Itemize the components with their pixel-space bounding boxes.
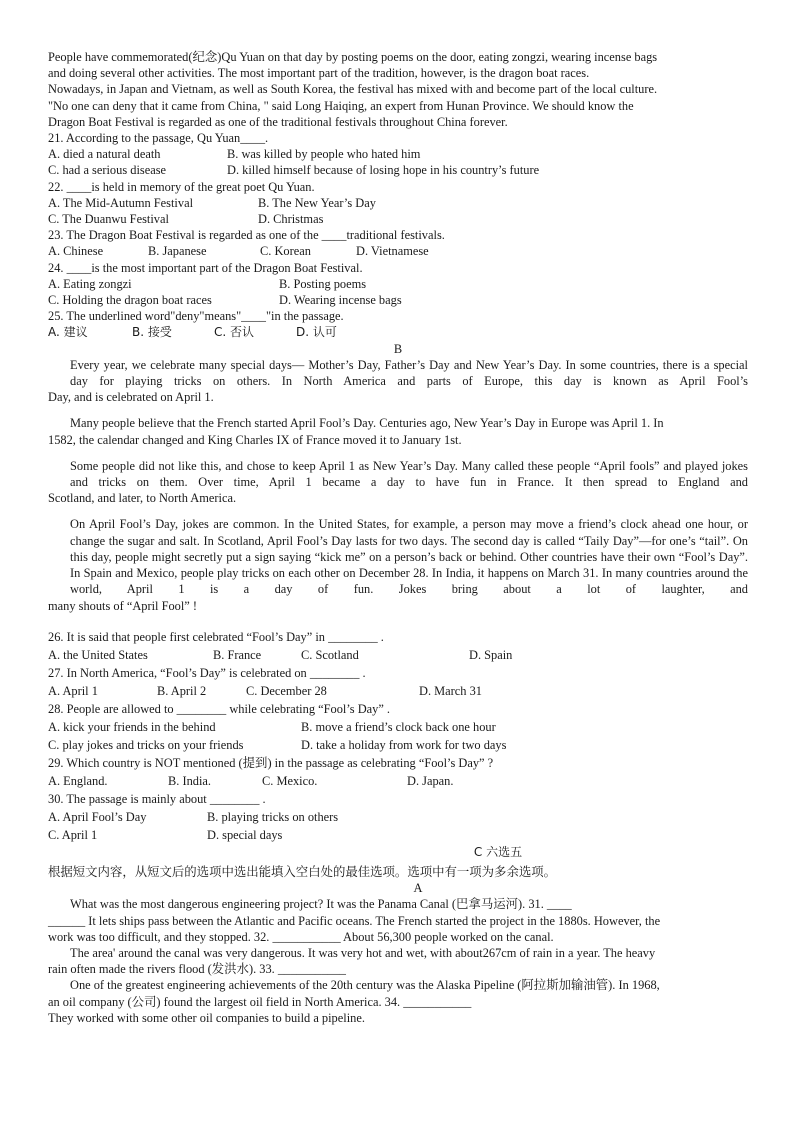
option-a: A. died a natural death bbox=[48, 147, 161, 162]
option-b: B. 接受 bbox=[132, 325, 172, 340]
option-b: B. April 2 bbox=[157, 683, 207, 698]
question-stem: 23. The Dragon Boat Festival is regarded as one of the ____traditional festivals. bbox=[48, 228, 445, 243]
question-stem: 25. The underlined word"deny"means"____"in the passage. bbox=[48, 309, 344, 324]
option-b: B. France bbox=[213, 647, 262, 662]
passage-paragraph-end: many shouts of “April Fool” ! bbox=[48, 598, 198, 613]
passage-paragraph-end: 1582, the calendar changed and King Charles IX of France moved it to January 1st. bbox=[48, 432, 462, 447]
option-a: A. April Fool’s Day bbox=[48, 809, 147, 824]
question-stem: 27. In North America, “Fool’s Day” is celebrated on ________ . bbox=[48, 665, 366, 680]
question-22 bbox=[48, 179, 748, 228]
option-c: C. 否认 bbox=[214, 325, 255, 340]
question-28 bbox=[48, 700, 748, 754]
passage-paragraph: Every year, we celebrate many special days— Mother’s Day, Father’s Day and New Year’s Day. In some countries, there is a special day for playing tricks on others. In North America and parts of Europe, this day is known as April Fool’s bbox=[70, 357, 748, 389]
option-a: A. April 1 bbox=[48, 683, 98, 698]
option-b: B. Japanese bbox=[148, 244, 207, 259]
option-c: C. December 28 bbox=[246, 683, 327, 698]
passage-line: They worked with some other oil companies to build a pipeline. bbox=[48, 1010, 365, 1025]
option-c: C. Mexico. bbox=[262, 773, 318, 788]
question-stem: 29. Which country is NOT mentioned (提到) in the passage as celebrating “Fool’s Day” ? bbox=[48, 755, 494, 770]
option-c: C. play jokes and tricks on your friends bbox=[48, 737, 244, 752]
question-27 bbox=[48, 664, 748, 700]
passage-line: an oil company (公司) found the largest oil field in North America. 34. ___________ bbox=[48, 994, 472, 1009]
question-21 bbox=[48, 130, 748, 179]
option-b: B. Posting poems bbox=[279, 276, 367, 291]
passage-line: "No one can deny that it came from China, " said Long Haiqing, an expert from Hunan Province. We should know the bbox=[48, 98, 634, 113]
option-b: B. playing tricks on others bbox=[207, 809, 339, 824]
option-d: D. Spain bbox=[469, 647, 513, 662]
question-26 bbox=[48, 628, 748, 664]
question-29 bbox=[48, 754, 748, 790]
passage-line: rain often made the rivers flood (发洪水). 33. ___________ bbox=[48, 962, 346, 977]
question-stem: 22. ____is held in memory of the great poet Qu Yuan. bbox=[48, 179, 315, 194]
option-d: D. 认可 bbox=[296, 325, 337, 340]
option-d: D. Wearing incense bags bbox=[279, 293, 402, 308]
option-d: D. Vietnamese bbox=[356, 244, 429, 259]
option-b: B. was killed by people who hated him bbox=[227, 147, 421, 162]
option-c: C. had a serious disease bbox=[48, 163, 167, 178]
option-b: B. The New Year’s Day bbox=[258, 195, 376, 210]
passage-line: Nowadays, in Japan and Vietnam, as well as South Korea, the festival has mixed with and become part of the local culture. bbox=[48, 82, 658, 97]
option-a: A. 建议 bbox=[48, 325, 88, 340]
option-a: A. The Mid-Autumn Festival bbox=[48, 195, 194, 210]
question-stem: 26. It is said that people first celebrated “Fool’s Day” in ________ . bbox=[48, 629, 384, 644]
option-a: A. England. bbox=[48, 773, 108, 788]
question-stem: 30. The passage is mainly about ________ . bbox=[48, 791, 266, 806]
question-25 bbox=[48, 308, 748, 340]
passage-paragraph: Many people believe that the French started April Fool’s Day. Centuries ago, New Year’s Day in Europe was April 1. In bbox=[70, 416, 664, 431]
option-a: A. Eating zongzi bbox=[48, 276, 132, 291]
passage-line: Dragon Boat Festival is regarded as one of the traditional festivals throughout China forever. bbox=[48, 114, 508, 129]
section-instruction: 根据短文内容，从短文后的选项中选出能填入空白处的最佳选项。选项中有一项为多余选项。 bbox=[48, 863, 557, 879]
option-c: C. The Duanwu Festival bbox=[48, 212, 169, 227]
passage-line: The area' around the canal was very dangerous. It was very hot and wet, with about267cm of rain in a year. The heavy bbox=[70, 945, 656, 960]
option-b: B. move a friend’s clock back one hour bbox=[301, 719, 496, 734]
option-d: D. special days bbox=[207, 827, 283, 842]
passage-paragraph-end: Day, and is celebrated on April 1. bbox=[48, 390, 214, 405]
section-heading-c: C 六选五 bbox=[473, 844, 523, 859]
passage-line: and doing several other activities. The most important part of the tradition, however, is the dragon boat races. bbox=[48, 66, 590, 81]
passage-line: One of the greatest engineering achievements of the 20th century was the Alaska Pipeline (阿拉斯加输油管). In 1968, bbox=[70, 978, 660, 993]
option-a: A. Chinese bbox=[48, 244, 104, 259]
option-a: A. kick your friends in the behind bbox=[48, 719, 216, 734]
question-stem: 28. People are allowed to ________ while celebrating “Fool’s Day” . bbox=[48, 701, 391, 716]
passage-line: What was the most dangerous engineering project? It was the Panama Canal (巴拿马运河). 31. ____ bbox=[70, 897, 572, 912]
question-stem: 24. ____is the most important part of the Dragon Boat Festival. bbox=[48, 260, 363, 275]
passage-line: work was too difficult, and they stopped. 32. ___________ About 56,300 people worked on the canal. bbox=[48, 929, 554, 944]
question-23 bbox=[48, 227, 748, 259]
sub-heading-a: A bbox=[413, 881, 423, 896]
question-stem: 21. According to the passage, Qu Yuan____. bbox=[48, 131, 269, 146]
passage-paragraph: Some people did not like this, and chose to keep April 1 as New Year’s Day. Many called these people “April fools” and played jokes and tricks on them. Over time, April 1 became a day to have fun in France. It then spread to England and bbox=[70, 458, 748, 490]
passage-paragraph-end: Scotland, and later, to North America. bbox=[48, 491, 237, 506]
option-c: C. Scotland bbox=[301, 647, 359, 662]
option-a: A. the United States bbox=[48, 647, 148, 662]
worksheet-page bbox=[48, 49, 748, 1026]
passage-line: ______ It lets ships pass between the Atlantic and Pacific oceans. The French started the project in the 1880s. However, the bbox=[48, 913, 661, 928]
part-a-passage-end bbox=[48, 49, 748, 130]
option-c: C. April 1 bbox=[48, 827, 98, 842]
question-24 bbox=[48, 260, 748, 309]
section-heading-b: B bbox=[393, 341, 403, 356]
option-d: D. Japan. bbox=[407, 773, 454, 788]
option-d: D. killed himself because of losing hope in his country’s future bbox=[227, 163, 540, 178]
option-d: D. take a holiday from work for two days bbox=[301, 737, 507, 752]
option-c: C. Holding the dragon boat races bbox=[48, 293, 212, 308]
question-30 bbox=[48, 790, 748, 844]
passage-line: People have commemorated(纪念)Qu Yuan on that day by posting poems on the door, eating zongzi, wearing incense bags bbox=[48, 50, 658, 64]
option-b: B. India. bbox=[168, 773, 212, 788]
option-c: C. Korean bbox=[260, 244, 311, 259]
option-d: D. March 31 bbox=[419, 683, 482, 698]
option-d: D. Christmas bbox=[258, 212, 324, 227]
passage-paragraph: On April Fool’s Day, jokes are common. In the United States, for example, a person may move a friend’s clock ahead one hour, or change the sugar and salt. In Scotland, April Fool’s Day lasts for two days. The second day is called “Taily Day”—for one’s “tail”. On this day, people might secretly put a sign saying “kick me” on a person’s back or behind. Other countries have their own “Fool’s Day”. In Spain and Mexico, people play tricks on each other on December 28. In India, it happens on March 31. In many countries around the world, April 1 is a day of fun. Jokes bring about a lot of laughter, and bbox=[70, 517, 748, 597]
